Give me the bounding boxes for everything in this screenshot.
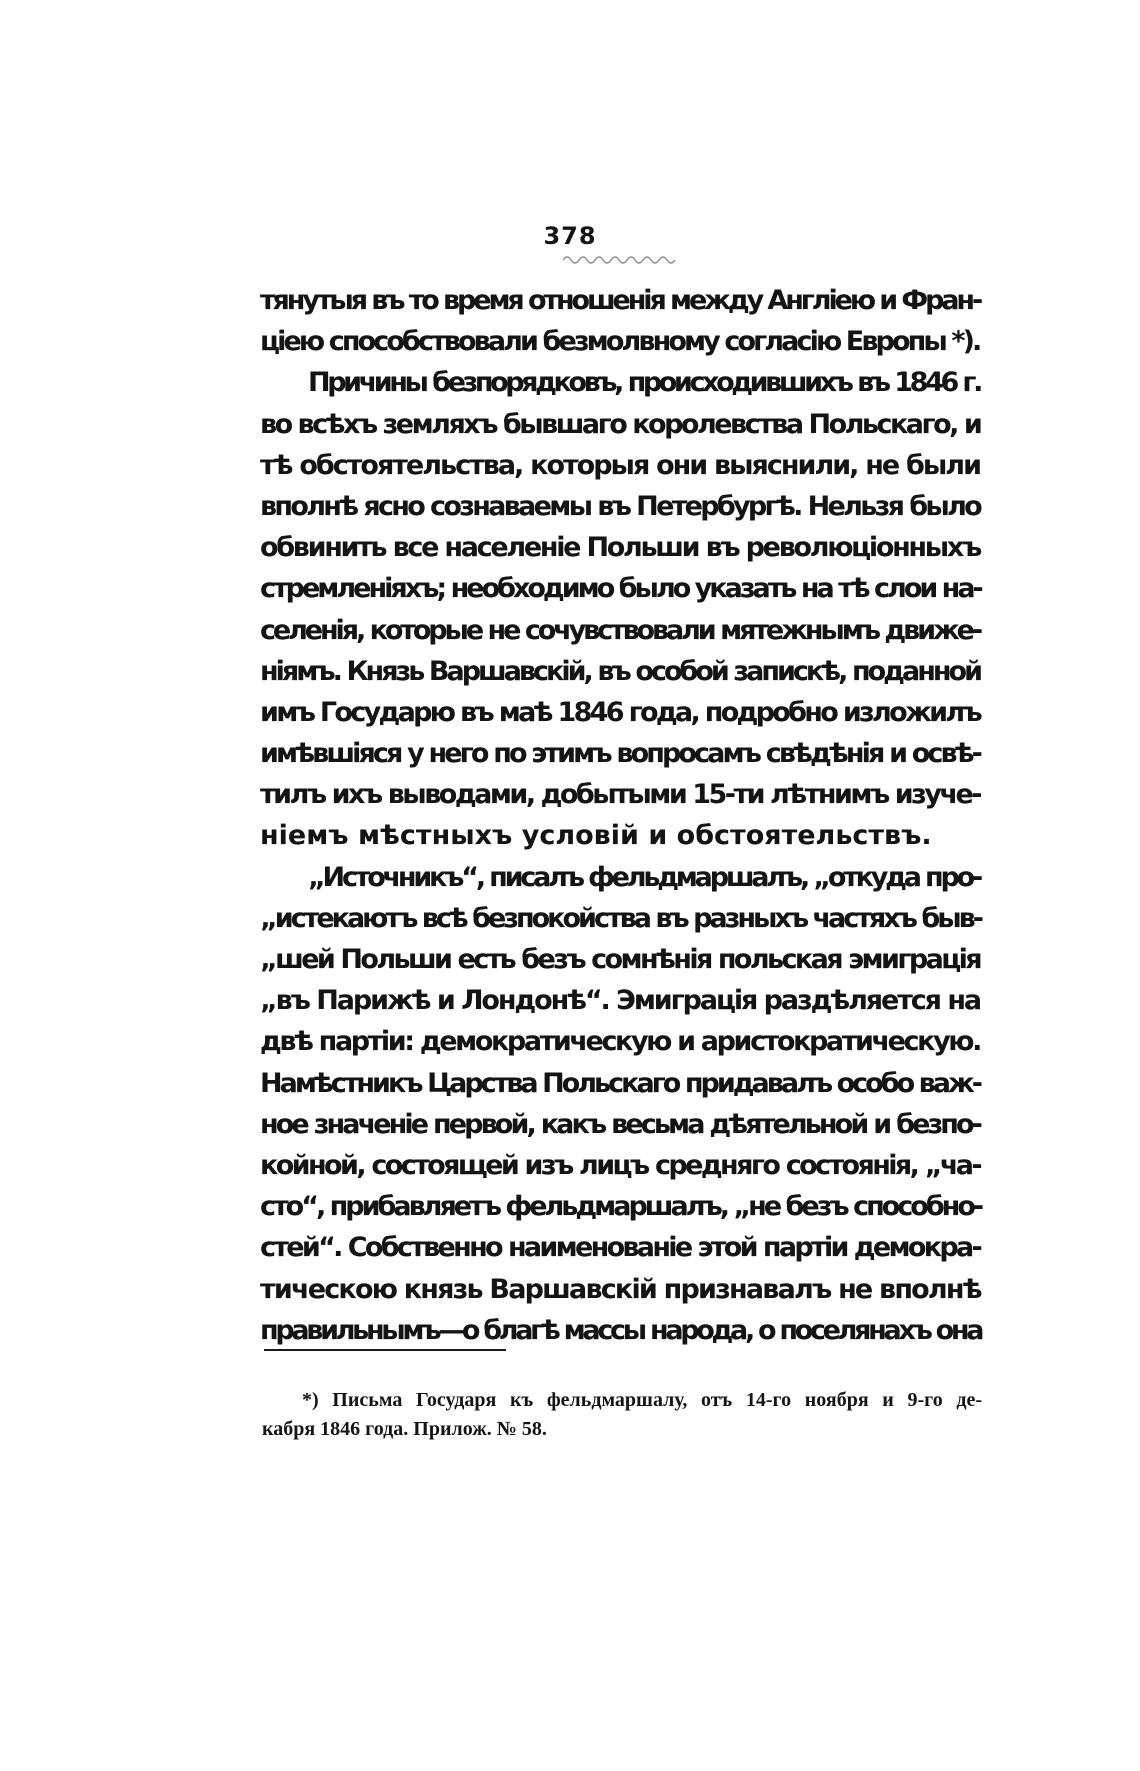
text-line: „истекаютъ всѣ безпокойства въ разныхъ частяхъ быв- (260, 902, 981, 934)
text-line: „шей Польши есть безъ сомнѣнія польская эмиграція (260, 944, 980, 975)
footnote-line: *) Письма Государя къ фельдмаршалу, отъ 14-го ноября и 9-го де- (302, 1389, 982, 1411)
text-line: обвинить все населеніе Польши въ революціонныхъ (260, 532, 980, 564)
text-line: „въ Парижѣ и Лондонѣ“. Эмиграція раздѣляется на (260, 985, 980, 1017)
text-line: койной, состоящей изъ лицъ средняго состоянія, „ча- (260, 1149, 980, 1181)
body-text (260, 280, 980, 1351)
text-line: имѣвшіяся у него по этимъ вопросамъ свѣдѣнія и освѣ- (260, 738, 980, 770)
text-line: Намѣстникъ Царства Польскаго придавалъ особо важ- (260, 1067, 980, 1099)
text-line: тянутыя въ то время отношенія между Англіею и Фран- (260, 285, 981, 316)
text-line: правильнымъ—о благѣ массы народа, о поселянахъ она (260, 1314, 982, 1346)
text-line: имъ Государю въ маѣ 1846 года, подробно изложилъ (260, 696, 980, 728)
text-line: тилъ ихъ выводами, добытыми 15-ти лѣтнимъ изуче- (260, 779, 980, 811)
text-line: стремленіяхъ; необходимо было указать на тѣ слои на- (260, 573, 981, 605)
text-line: ное значеніе первой, какъ весьма дѣятельной и безпо- (260, 1108, 980, 1140)
text-line: сто“, прибавляетъ фельдмаршалъ, „не безъ способно- (260, 1191, 982, 1223)
text-line: во всѣхъ земляхъ бывшаго королевства Польскаго, и (260, 408, 981, 440)
text-line: тическою князь Варшавскій признавалъ не вполнѣ (260, 1273, 981, 1305)
text-line: тѣ обстоятельства, которыя они выяснили, не были (260, 449, 980, 481)
footnote (262, 1386, 982, 1444)
text-line: Причины безпорядковъ, происходившихъ въ 1846 г. (308, 367, 980, 399)
page-number-ornament (563, 252, 678, 264)
text-line: ціею способствовали безмолвному согласію Европы *). (260, 326, 980, 358)
text-line: „Источникъ“, писалъ фельдмаршалъ, „откуда про- (308, 861, 980, 893)
footnote-divider (264, 1349, 506, 1351)
text-line: селенія, которые не сочувствовали мятежнымъ движе- (260, 614, 980, 646)
text-line: ніямъ. Князь Варшавскій, въ особой запискѣ, поданной (260, 655, 980, 687)
text-line: ніемъ мѣстныхъ условій и обстоятельствъ. (260, 820, 932, 852)
text-line: стей“. Собственно наименованіе этой партіи демокра- (260, 1232, 980, 1264)
page-number: 378 (543, 222, 597, 250)
text-line: вполнѣ ясно сознаваемы въ Петербургѣ. Нельзя было (260, 490, 980, 522)
footnote-line: кабря 1846 года. Прилож. № 58. (262, 1418, 547, 1440)
text-line: двѣ партіи: демократическую и аристократическую. (260, 1026, 980, 1058)
